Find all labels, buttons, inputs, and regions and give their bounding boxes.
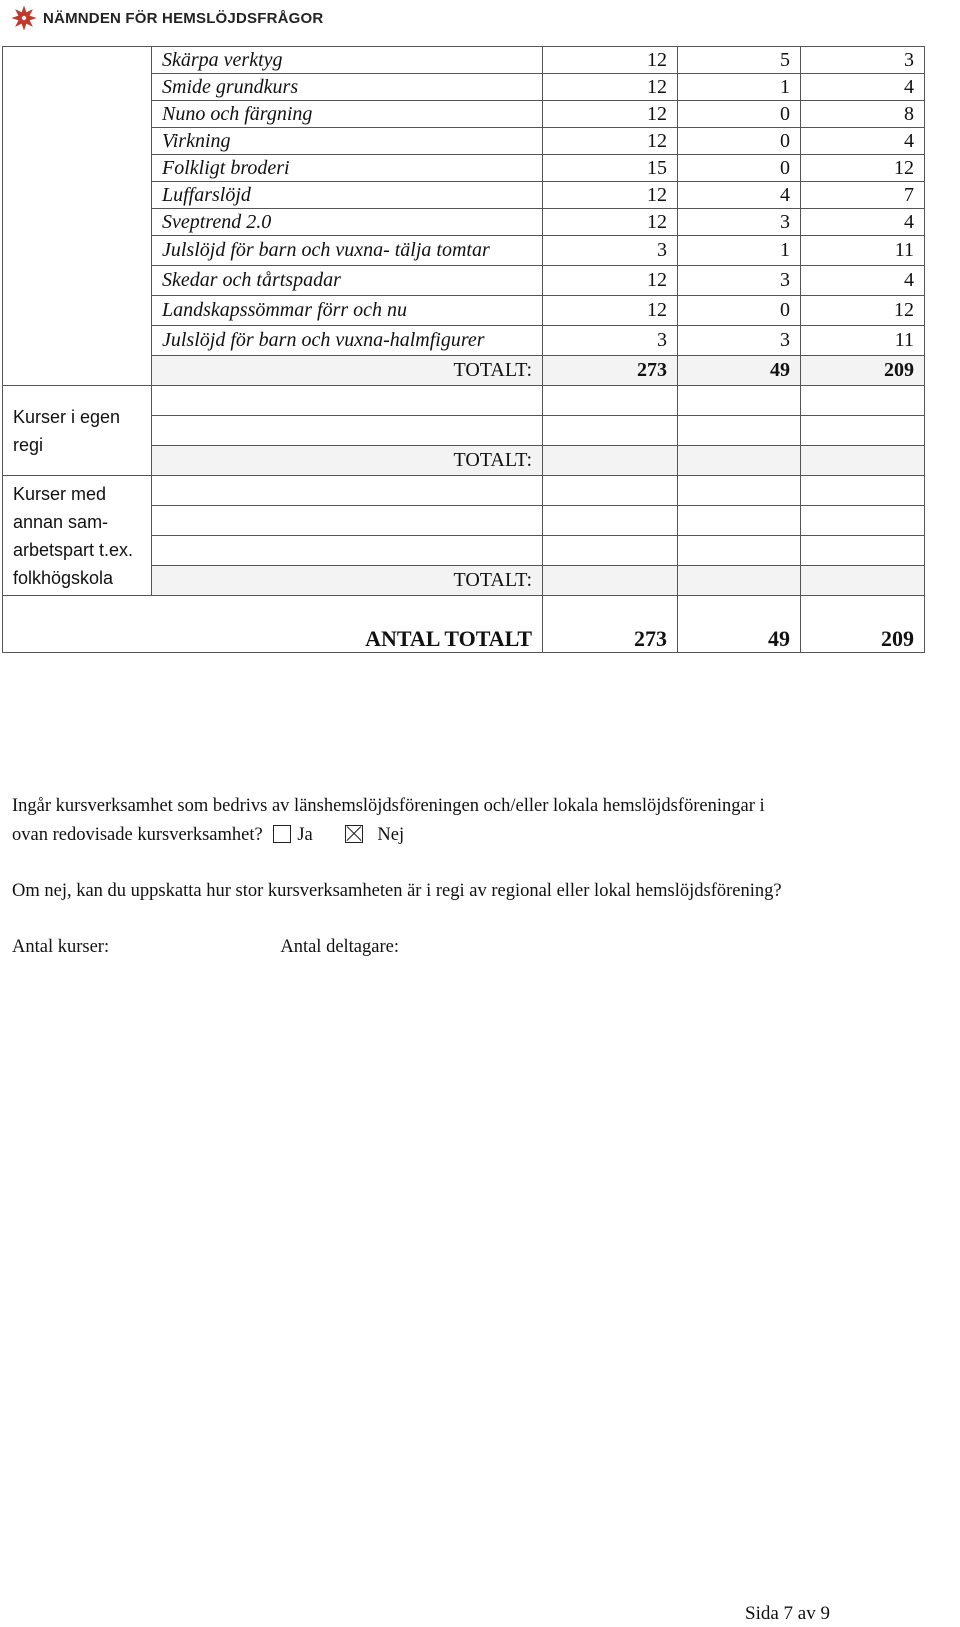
course-value-2: 0 xyxy=(678,128,801,155)
course-value-1: 12 xyxy=(543,296,678,326)
course-value-3: 12 xyxy=(801,155,925,182)
course-name: Nuno och färgning xyxy=(152,101,543,128)
course-name: Smide grundkurs xyxy=(152,74,543,101)
option-yes-label: Ja xyxy=(297,825,313,845)
course-value-2: 1 xyxy=(678,236,801,266)
course-value-1: 3 xyxy=(543,236,678,266)
course-value-3: 3 xyxy=(801,47,925,74)
grand-total-1: 273 xyxy=(543,596,678,653)
course-value-3: 11 xyxy=(801,236,925,266)
total-value-1: 273 xyxy=(543,356,678,386)
count-row xyxy=(12,933,912,962)
org-logo xyxy=(10,3,323,33)
course-value-1: 12 xyxy=(543,209,678,236)
course-name: Folkligt broderi xyxy=(152,155,543,182)
course-value-3: 11 xyxy=(801,326,925,356)
course-value-3: 4 xyxy=(801,128,925,155)
count-courses-label: Antal kurser: xyxy=(12,937,110,957)
question-1-text-2: ovan redovisade kursverksamhet? xyxy=(12,825,263,845)
course-value-1: 3 xyxy=(543,326,678,356)
course-row xyxy=(3,47,925,74)
blank-row xyxy=(3,386,925,416)
question-2: Om nej, kan du uppskatta hur stor kursverksamheten är i regi av regional eller lokal hemslöjdsförening? xyxy=(12,881,782,901)
course-value-2: 0 xyxy=(678,155,801,182)
course-name: Skärpa verktyg xyxy=(152,47,543,74)
section-label-coop: Kurser med annan sam-arbetspart t.ex. folkhögskola xyxy=(3,476,152,596)
page-number: Sida 7 av 9 xyxy=(745,1603,830,1624)
total-label: TOTALT: xyxy=(152,566,543,596)
course-value-2: 1 xyxy=(678,74,801,101)
course-value-3: 12 xyxy=(801,296,925,326)
total-value-2: 49 xyxy=(678,356,801,386)
section-label-own: Kurser i egen regi xyxy=(3,386,152,476)
course-value-3: 8 xyxy=(801,101,925,128)
grand-total-2: 49 xyxy=(678,596,801,653)
course-value-2: 3 xyxy=(678,209,801,236)
course-value-1: 12 xyxy=(543,74,678,101)
course-value-1: 12 xyxy=(543,266,678,296)
course-value-2: 3 xyxy=(678,266,801,296)
course-value-3: 4 xyxy=(801,74,925,101)
course-value-2: 0 xyxy=(678,296,801,326)
course-name: Skedar och tårtspadar xyxy=(152,266,543,296)
course-value-1: 12 xyxy=(543,182,678,209)
course-name: Sveptrend 2.0 xyxy=(152,209,543,236)
course-value-1: 12 xyxy=(543,128,678,155)
course-value-1: 15 xyxy=(543,155,678,182)
course-value-2: 3 xyxy=(678,326,801,356)
course-value-2: 4 xyxy=(678,182,801,209)
checkbox-yes[interactable] xyxy=(273,825,291,843)
course-value-2: 0 xyxy=(678,101,801,128)
course-name: Julslöjd för barn och vuxna- tälja tomtar xyxy=(152,236,543,266)
course-value-3: 4 xyxy=(801,266,925,296)
course-value-1: 12 xyxy=(543,101,678,128)
total-label: TOTALT: xyxy=(152,356,543,386)
grand-total-3: 209 xyxy=(801,596,925,653)
course-name: Virkning xyxy=(152,128,543,155)
course-value-2: 5 xyxy=(678,47,801,74)
blank-row xyxy=(3,476,925,506)
count-participants-label: Antal deltagare: xyxy=(280,937,399,957)
option-no-label: Nej xyxy=(377,825,405,845)
section-label-blank xyxy=(3,47,152,386)
org-name: NÄMNDEN FÖR HEMSLÖJDSFRÅGOR xyxy=(43,9,324,27)
course-value-1: 12 xyxy=(543,47,678,74)
question-1 xyxy=(12,792,912,850)
total-label: TOTALT: xyxy=(152,446,543,476)
checkbox-no[interactable] xyxy=(345,825,363,843)
course-value-3: 7 xyxy=(801,182,925,209)
course-name: Julslöjd för barn och vuxna-halmfigurer xyxy=(152,326,543,356)
grand-total-label: ANTAL TOTALT xyxy=(3,596,543,653)
star-logo-icon xyxy=(10,4,38,32)
course-table xyxy=(2,46,925,653)
course-value-3: 4 xyxy=(801,209,925,236)
question-1-text: Ingår kursverksamhet som bedrivs av länshemslöjdsföreningen och/eller lokala hemslöjdsföreningar i xyxy=(12,796,765,816)
total-value-3: 209 xyxy=(801,356,925,386)
course-name: Luffarslöjd xyxy=(152,182,543,209)
course-name: Landskapssömmar förr och nu xyxy=(152,296,543,326)
grand-total-row xyxy=(3,596,925,653)
